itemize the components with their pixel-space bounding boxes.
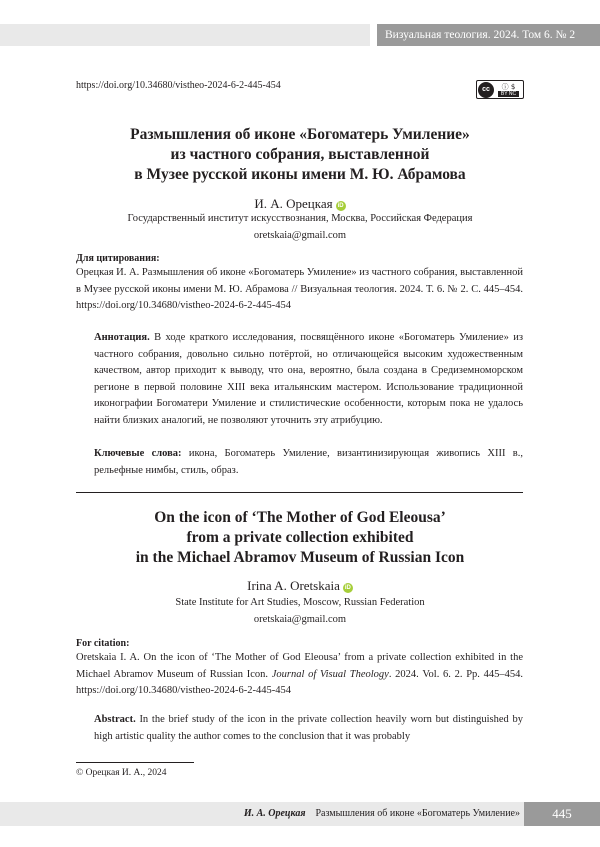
en-abstract — [94, 712, 523, 745]
orcid-icon[interactable]: iD — [344, 585, 351, 591]
orcid-icon[interactable]: iD — [337, 203, 344, 209]
en-abstract-label: Abstract. — [94, 714, 136, 725]
ru-title-line: Размышления об иконе «Богоматерь Умиление» — [130, 126, 470, 143]
ru-citation: Орецкая И. А. Размышления об иконе «Богоматерь Умиление» из частного собрания, выставленной в Музее русской иконы имени М. Ю. Абрамова // Визуальная теология. 2024. Т. 6. № 2. С. 445–454. https://doi.org/10.34680/vistheo-2024-6-2-445-454 — [76, 267, 523, 311]
page-number: 445 — [524, 802, 600, 826]
ru-title — [60, 125, 540, 185]
ru-citation-label: Для цитирования: — [76, 253, 160, 264]
ru-keywords-label: Ключевые слова: — [94, 448, 182, 459]
footnote-divider — [76, 762, 194, 763]
copyright-footnote: © Орецкая И. А., 2024 — [76, 768, 167, 778]
en-author-name: Irina A. Oretskaia — [247, 578, 340, 593]
en-author — [60, 578, 540, 594]
ru-title-line: из частного собрания, выставленной — [170, 146, 430, 163]
license-text: BY NC — [498, 91, 519, 97]
footer-title: Размышления об иконе «Богоматерь Умиление» — [315, 808, 520, 819]
running-footer — [244, 802, 520, 826]
en-title-line: from a private collection exhibited — [186, 529, 414, 546]
doi-link[interactable]: https://doi.org/10.34680/vistheo-2024-6-2-445-454 — [76, 80, 281, 91]
en-citation-journal: Journal of Visual Theology — [271, 668, 389, 680]
ru-keywords-text: икона, Богоматерь Умиление, византинизирующая живопись XIII в., рельефные нимбы, стиль, образ. — [94, 448, 524, 476]
by-nc-icons: ⓘ $ — [501, 82, 516, 91]
section-divider — [76, 492, 523, 493]
en-citation — [76, 650, 523, 700]
en-title-line: in the Michael Abramov Museum of Russian Icon — [135, 549, 465, 566]
cc-icon: cc — [478, 82, 494, 98]
ru-abstract — [94, 330, 523, 429]
en-title — [60, 508, 540, 568]
journal-header: Визуальная теология. 2024. Том 6. № 2 — [377, 24, 600, 46]
ru-email[interactable]: oretskaia@gmail.com — [253, 230, 347, 241]
footer-author: И. А. Орецкая — [243, 808, 306, 819]
en-email[interactable]: oretskaia@gmail.com — [253, 614, 347, 625]
ru-author — [60, 196, 540, 212]
en-affiliation: State Institute for Art Studies, Moscow, Russian Federation — [175, 597, 425, 608]
ru-affiliation: Государственный институт искусствознания, Москва, Российская Федерация — [127, 213, 473, 224]
ru-abstract-text: В ходе краткого исследования, посвящённого иконе «Богоматерь Умиление» из частного собрания, довольно сильно потёртой, но отличающейся высоким художественным качеством, автор приходит к выводу, что она, вероятно, была создана в Средиземноморском регионе в первой половине XIII века итальянским мастером. Использование традиционной иконографии Богоматери Умиление и стилистические особенности, которым пока не удалось найти близких аналогий, не позволяют уточнить эту атрибуцию. — [94, 332, 523, 426]
en-title-line: On the icon of ‘The Mother of God Eleousa’ — [154, 509, 446, 526]
ru-keywords — [94, 446, 523, 479]
ru-title-line: в Музее русской иконы имени М. Ю. Абрамова — [134, 166, 466, 183]
ru-abstract-label: Аннотация. — [94, 332, 150, 343]
ru-author-name: И. А. Орецкая — [254, 196, 333, 211]
cc-license-badge[interactable] — [476, 80, 524, 99]
header-bar — [0, 24, 370, 46]
en-citation-label: For citation: — [76, 638, 130, 649]
en-citation-tail: . 2024. Vol. 6. 2. Pp. 445–454. https://doi.org/10.34680/vistheo-2024-6-2-445-454 — [76, 668, 524, 696]
en-abstract-text: In the brief study of the icon in the private collection heavily worn but distinguished by high artistic quality the author comes to the conclusion that it was probably — [94, 714, 523, 742]
en-citation-text: Oretskaia I. A. On the icon of ‘The Mother of God Eleousa’ from a private collection exhibited in the Michael Abramov Museum of Russian Icon. — [76, 652, 523, 680]
